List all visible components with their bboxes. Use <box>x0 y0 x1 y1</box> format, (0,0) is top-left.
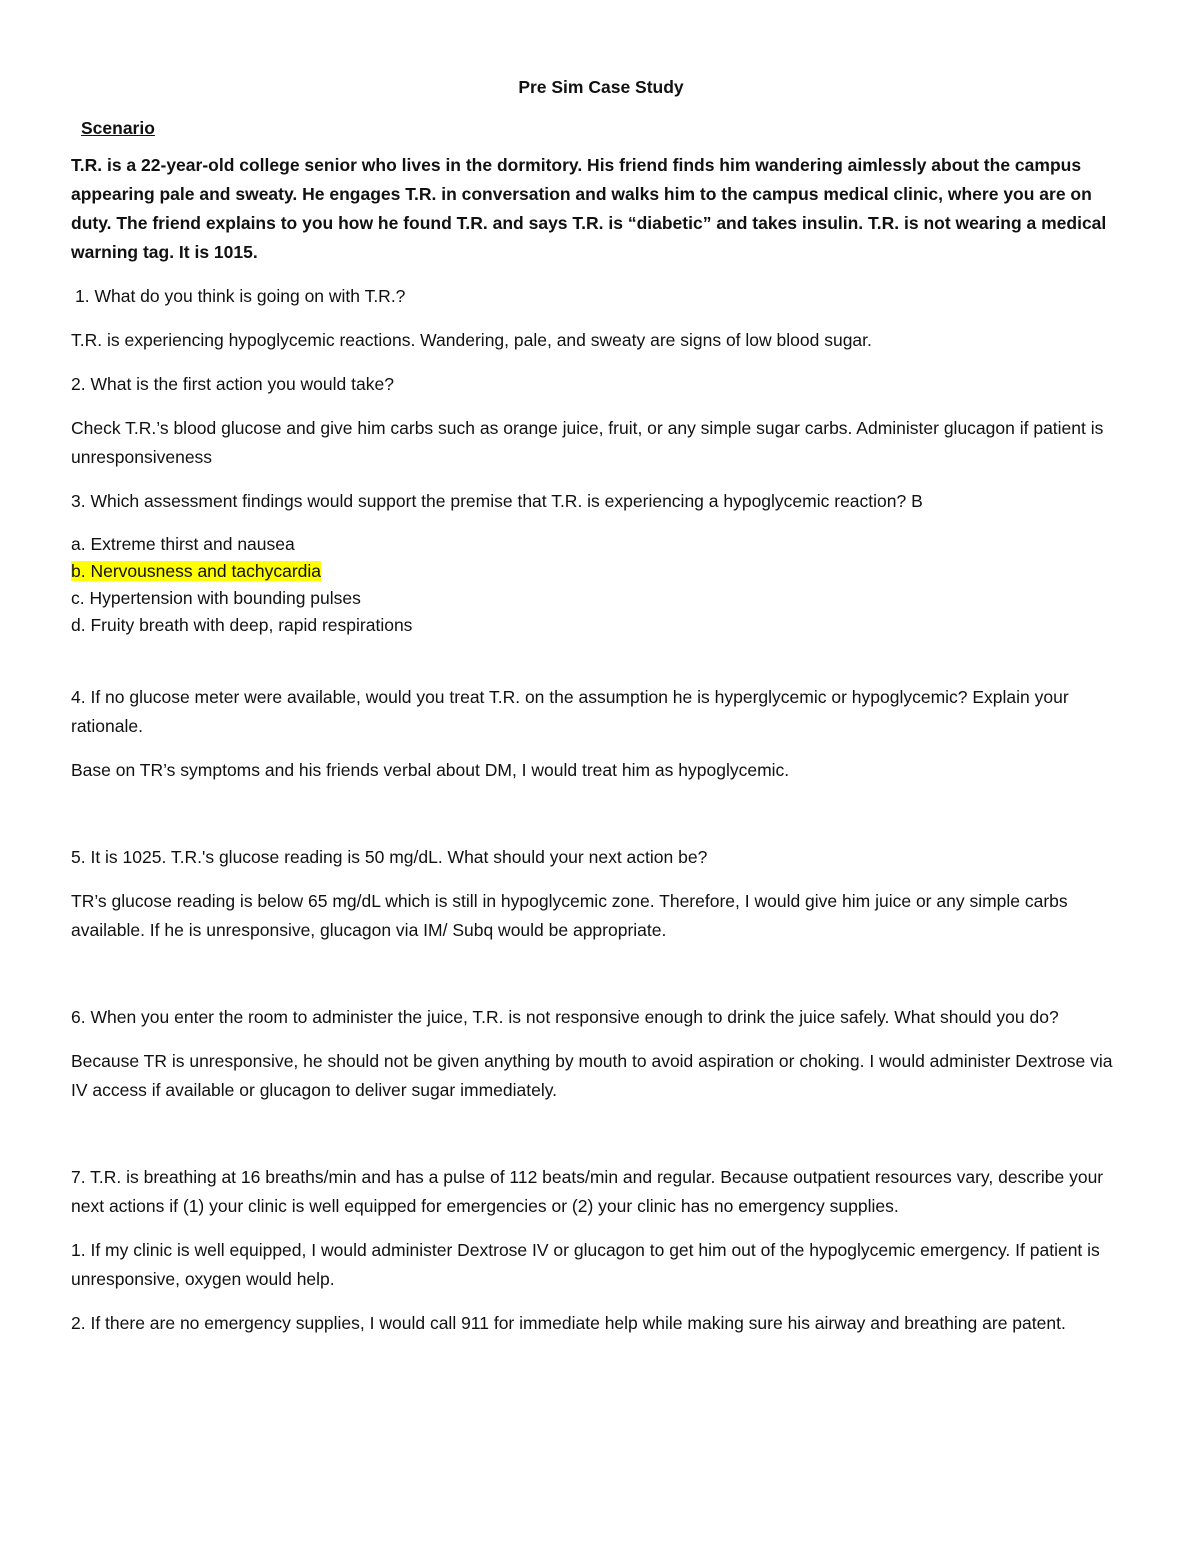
scenario-text: T.R. is a 22-year-old college senior who lives in the dormitory. His friend finds him wandering aimlessly about the campus appearing pale and sweaty. He engages T.R. in conversation and walks him to the campus medical clinic, where you are on duty. The friend explains to you how he found T.R. and says T.R. is “diabetic” and takes insulin. T.R. is not wearing a medical warning tag. It is 1015. <box>71 155 1107 262</box>
question-7: 7. T.R. is breathing at 16 breaths/min and has a pulse of 112 beats/min and regular. Because outpatient resources vary, describe your next actions if (1) your clinic is well equipped for emergencies or (2) your clinic has no emergency supplies. <box>71 1167 1104 1216</box>
answer-4: Base on TR’s symptoms and his friends verbal about DM, I would treat him as hypoglycemic. <box>71 760 790 780</box>
document-body <box>71 74 1131 1353</box>
answer-7-part-2: 2. If there are no emergency supplies, I would call 911 for immediate help while making sure his airway and breathing are patent. <box>71 1313 1066 1333</box>
option-c: c. Hypertension with bounding pulses <box>71 588 361 608</box>
question-4: 4. If no glucose meter were available, would you treat T.R. on the assumption he is hyperglycemic or hypoglycemic? Explain your rationale. <box>71 687 1069 736</box>
answer-2: Check T.R.’s blood glucose and give him carbs such as orange juice, fruit, or any simple sugar carbs. Administer glucagon if patient is unresponsiveness <box>71 418 1104 467</box>
scenario-heading: Scenario <box>81 118 155 138</box>
answer-7-part-1: 1. If my clinic is well equipped, I would administer Dextrose IV or glucagon to get him out of the hypoglycemic emergency. If patient is unresponsive, oxygen would help. <box>71 1240 1100 1289</box>
option-b-highlighted <box>71 558 1131 585</box>
answer-1: T.R. is experiencing hypoglycemic reactions. Wandering, pale, and sweaty are signs of low blood sugar. <box>71 330 872 350</box>
question-2: 2. What is the first action you would take? <box>71 374 394 394</box>
option-a: a. Extreme thirst and nausea <box>71 534 295 554</box>
highlighted-answer: b. Nervousness and tachycardia <box>71 561 321 581</box>
question-1: 1. What do you think is going on with T.R.? <box>75 286 406 306</box>
question-5: 5. It is 1025. T.R.'s glucose reading is 50 mg/dL. What should your next action be? <box>71 847 708 867</box>
option-d: d. Fruity breath with deep, rapid respirations <box>71 615 413 635</box>
answer-5: TR’s glucose reading is below 65 mg/dL which is still in hypoglycemic zone. Therefore, I would give him juice or any simple carbs available. If he is unresponsive, glucagon via IM/ Subq would be appropriate. <box>71 891 1068 940</box>
question-3-options <box>71 531 1131 639</box>
page-title: Pre Sim Case Study <box>518 77 684 97</box>
question-3: 3. Which assessment findings would support the premise that T.R. is experiencing a hypoglycemic reaction? B <box>71 491 923 511</box>
answer-6: Because TR is unresponsive, he should not be given anything by mouth to avoid aspiration or choking. I would administer Dextrose via IV access if available or glucagon to deliver sugar immediately. <box>71 1051 1113 1100</box>
question-6: 6. When you enter the room to administer the juice, T.R. is not responsive enough to drink the juice safely. What should you do? <box>71 1007 1059 1027</box>
